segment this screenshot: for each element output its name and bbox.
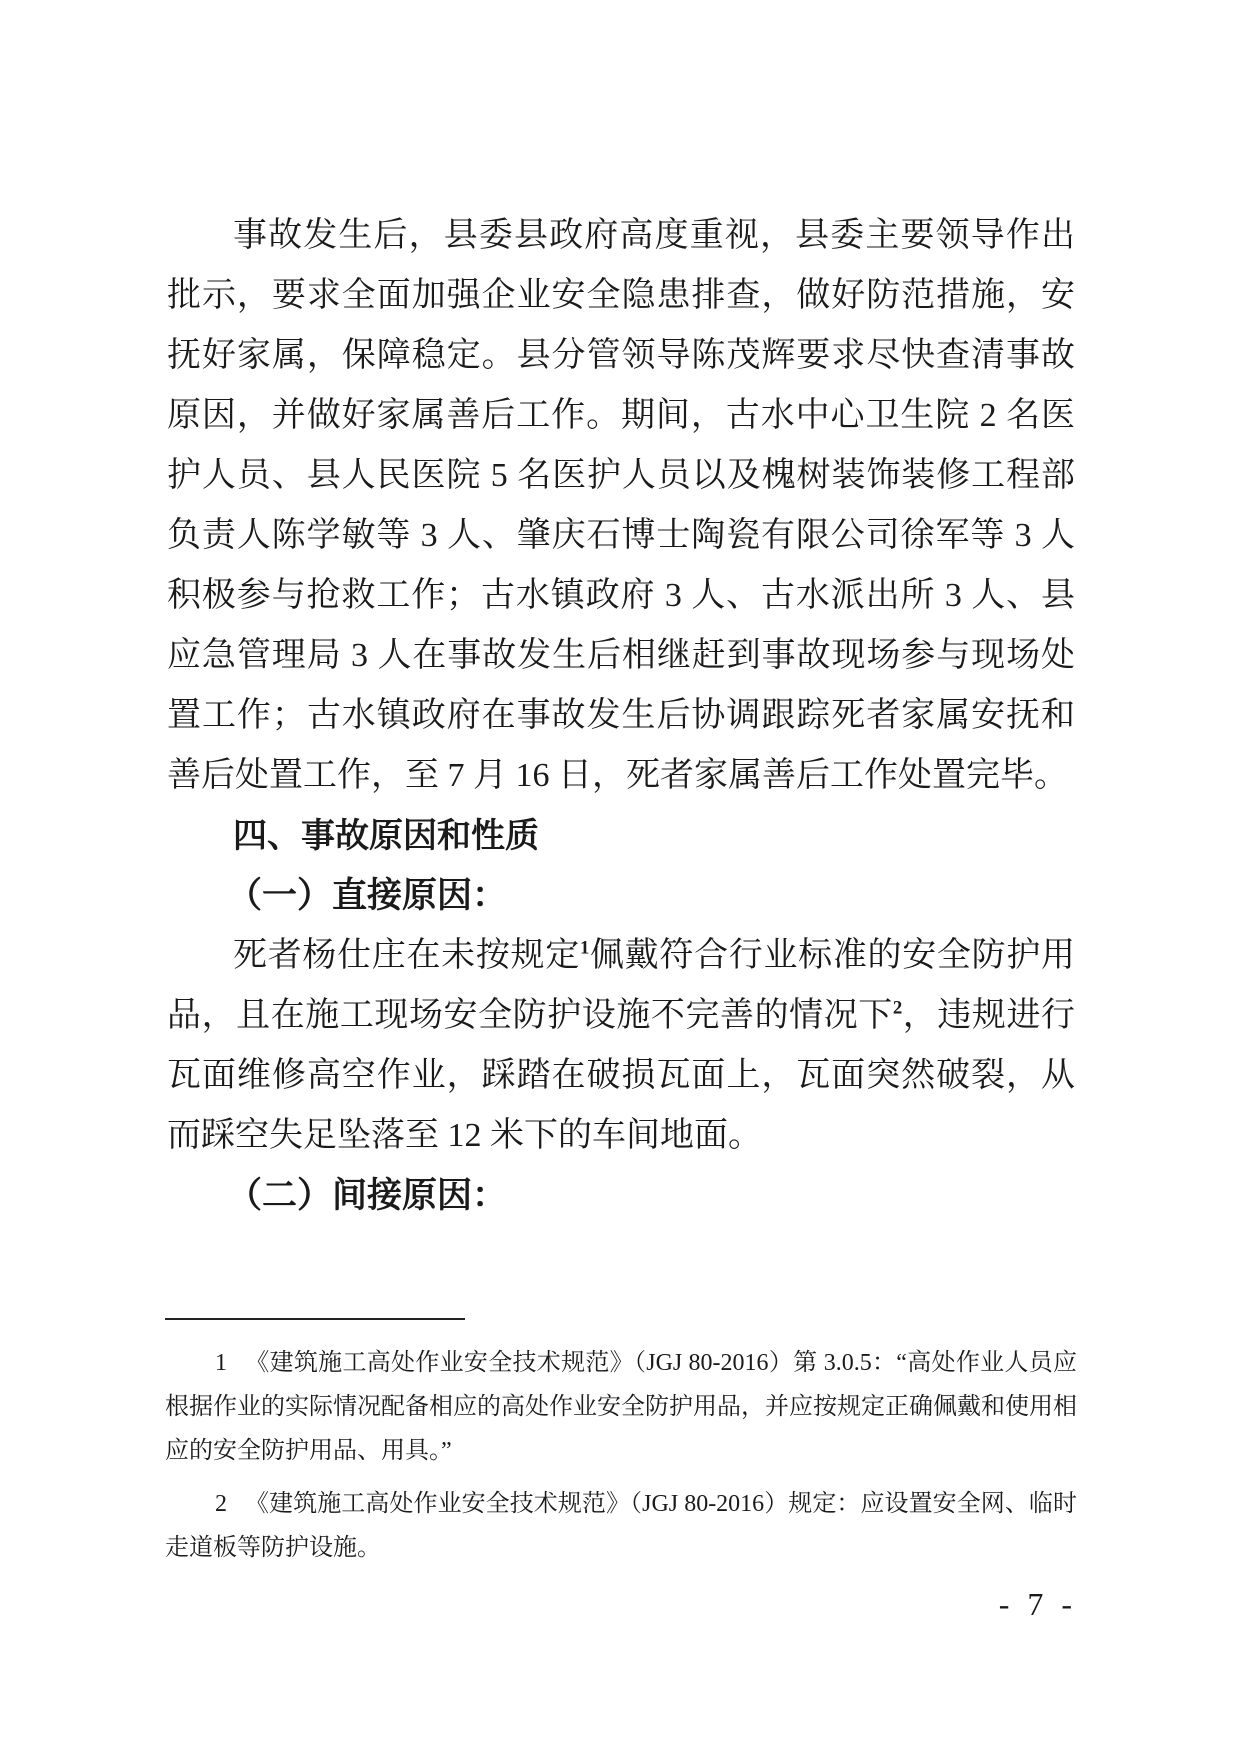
section-heading-causes: 四、事故原因和性质 [233, 817, 539, 855]
aftermath-paragraph: 事故发生后，县委县政府高度重视，县委主要领导作出批示，要求全面加强企业安全隐患排查，做好防范措施，安抚好家属，保障稳定。县分管领导陈茂辉要求尽快查清事故原因，并做好家属善后工作。期间，古水中心卫生院 2 名医护人员、县人民医院 5 名医护人员以及槐树装饰装修工程部负责人陈学敏等 3 人、肇庆石博士陶瓷有限公司徐军等 3 人积极参与抢救工作；古水镇政府 3 人、古水派出所 3 人、县应急管理局 3 人在事故发生后相继赶到事故现场参与现场处置工作；古水镇政府在事故发生后协调跟踪死者家属安抚和善后处置工作，至 7 月 16 日，死者家属善后工作处置完毕。 [167, 217, 1075, 794]
direct-cause-text-2: 佩戴符合行业标准的安全防护用品，且在施工现场安全防护设施不完善的情况下 [167, 937, 1076, 1034]
footnote-2 [165, 1482, 1077, 1570]
footnote-1-marker: 1 [215, 1350, 227, 1376]
direct-cause-paragraph [167, 926, 1075, 1166]
footnote-2-text: 《建筑施工高处作业安全技术规范》（JGJ 80-2016）规定：应设置安全网、临时走道板等防护设施。 [165, 1491, 1077, 1561]
subsection-heading-indirect-cause: （二）间接原因： [227, 1176, 508, 1215]
footnote-separator-line [165, 1318, 465, 1320]
direct-cause-text-1: 死者杨仕庄在未按规定 [233, 937, 580, 974]
footnote-ref-1: 1 [579, 937, 590, 959]
footnote-1-text: 《建筑施工高处作业安全技术规范》（JGJ 80-2016）第 3.0.5：“高处作业人员应根据作业的实际情况配备相应的高处作业安全防护用品，并应按规定正确佩戴和使用相应的安全防护用品、用具。” [165, 1350, 1077, 1464]
document-body [167, 206, 1075, 1226]
subsection-heading-direct-cause: （一）直接原因： [227, 876, 508, 915]
footnote-2-marker: 2 [215, 1491, 227, 1517]
footnote-1 [165, 1341, 1077, 1473]
footnote-area [165, 1318, 1077, 1570]
page-number: - 7 - [998, 1586, 1077, 1622]
footnote-ref-2: 2 [892, 997, 903, 1019]
direct-cause-text-3: ，违规进行瓦面维修高空作业，踩踏在破损瓦面上，瓦面突然破裂，从而踩空失足坠落至 12 米下的车间地面。 [167, 997, 1076, 1154]
